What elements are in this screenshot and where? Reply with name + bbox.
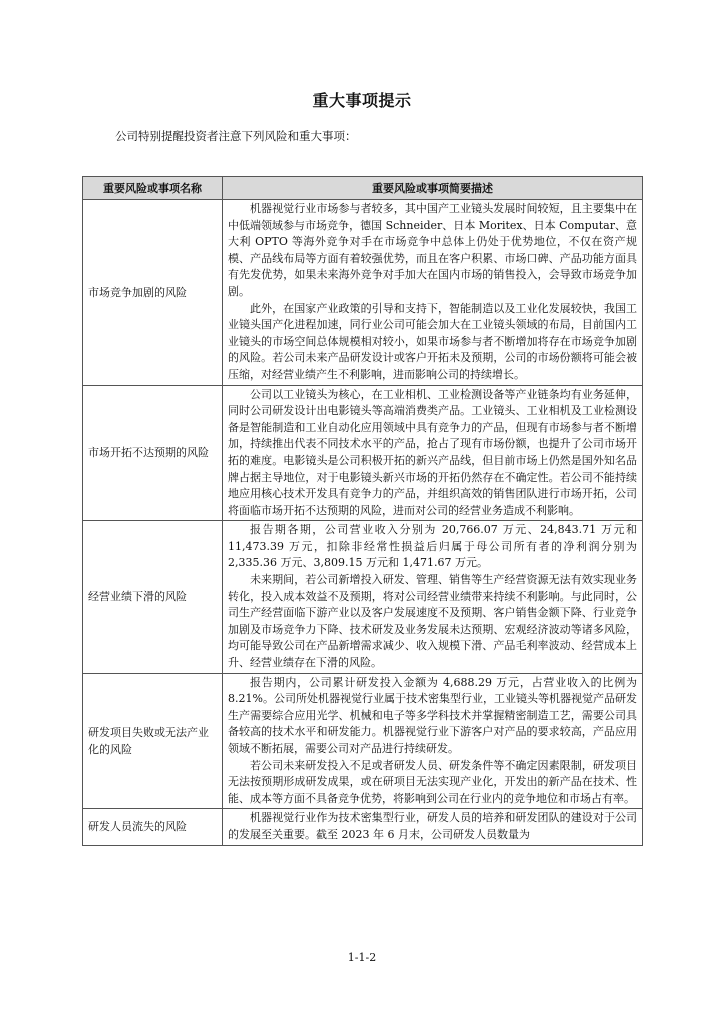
description-paragraph: 此外，在国家产业政策的引导和支持下，智能制造以及工业化发展较快，我国工业镜头国产化进程加速，同行业公司可能会加大在工业镜头领域的布局，目前国内工业镜头的市场空间总体规模相对较小，如果市场参与者不断增加将存在市场竞争加剧的风险。若公司未来产品研发设计或客户开拓未及预期，公司的市场份额将可能会被压缩，对经营业绩产生不利影响，进而影响公司的持续增长。: [228, 301, 637, 381]
risk-name: 市场开拓不达预期的风险: [83, 385, 223, 521]
risk-description: [223, 521, 643, 673]
page-number: 1-1-2: [347, 951, 377, 964]
description-paragraph: 报告期各期，公司营业收入分别为 20,766.07 万元、24,843.71 万元和 11,473.39 万元，扣除非经常性损益后归属于母公司所有者的净利润分别为 2,335.36 万元、3,809.15 万元和 1,471.67 万元。: [228, 523, 637, 570]
description-paragraph: 报告期内，公司累计研发投入金额为 4,688.29 万元，占营业收入的比例为 8.21%。公司所处机器视觉行业属于技术密集型行业，工业镜头等机器视觉产品研发生产需要综合应用光学、机械和电子等多学科技术并掌握精密制造工艺，需要公司具备较高的技术水平和研发能力。机器视觉行业下游客户对产品的要求较高，产品应用领域不断拓展，需要公司对产品进行持续研发。: [228, 675, 637, 755]
risk-description: [223, 673, 643, 809]
risk-description: [223, 200, 643, 386]
table-row: [83, 809, 643, 845]
description-paragraph: 若公司未来研发投入不足或者研发人员、研发条件等不确定因素限制，研发项目无法按预期形成研发成果，或在研项目无法实现产业化，开发出的新产品在技术、性能、成本等方面不具备竞争优势，将影响到公司在行业内的竞争地位和市场占有率。: [228, 758, 637, 805]
risk-name: 市场竞争加剧的风险: [83, 200, 223, 386]
column-header-name: 重要风险或事项名称: [83, 177, 223, 200]
column-header-description: 重要风险或事项简要描述: [223, 177, 643, 200]
table-row: [83, 521, 643, 673]
risk-name: 研发项目失败或无法产业化的风险: [83, 673, 223, 809]
risk-table: [82, 176, 643, 846]
table-header-row: [83, 177, 643, 200]
table-row: [83, 673, 643, 809]
intro-text: 公司特别提醒投资者注意下列风险和重大事项：: [115, 129, 357, 143]
description-paragraph: 未来期间，若公司新增投入研发、管理、销售等生产经营资源无法有效实现业务转化，投入成本效益不及预期，将对公司经营业绩带来持续不利影响。与此同时，公司生产经营面临下游产业以及客户发展速度不及预期、客户销售金额下降、行业竞争加剧及市场竞争力下降、技术研发及业务发展未达预期、宏观经济波动等诸多风险，均可能导致公司在产品新增需求减少、收入规模下滑、产品毛利率波动、经营成本上升、经营业绩存在下滑的风险。: [228, 573, 637, 670]
table-row: [83, 200, 643, 386]
risk-description: [223, 809, 643, 845]
description-paragraph: 机器视觉行业作为技术密集型行业，研发人员的培养和研发团队的建设对于公司的发展至关重要。截至 2023 年 6 月末，公司研发人员数量为: [228, 811, 637, 841]
description-paragraph: 公司以工业镜头为核心，在工业相机、工业检测设备等产业链条均有业务延伸，同时公司研发设计出电影镜头等高端消费类产品。工业镜头、工业相机及工业检测设备是智能制造和工业自动化应用领域中具有竞争力的产品，但现有市场参与者不断增加，持续推出代表不同技术水平的产品，抢占了现有市场份额，也提升了公司市场开拓的难度。电影镜头是公司积极开拓的新兴产品线，但目前市场上仍然是国外知名品牌占据主导地位，对于电影镜头新兴市场的开拓仍然存在不确定性。若公司不能持续地应用核心技术开发具有竞争力的产品，并组织高效的销售团队进行市场开拓，公司将面临市场开拓不达预期的风险，进而对公司的经营业务造成不利影响。: [228, 387, 637, 517]
page-title: 重大事项提示: [312, 91, 412, 110]
risk-name: 研发人员流失的风险: [83, 809, 223, 845]
risk-name: 经营业绩下滑的风险: [83, 521, 223, 673]
description-paragraph: 机器视觉行业市场参与者较多，其中国产工业镜头发展时间较短，且主要集中在中低端领域参与市场竞争，德国 Schneider、日本 Moritex、日本 Computar、意大利 OPTO 等海外竞争对手在市场竞争中总体上仍处于优势地位，不仅在资产规模、产品线布局等方面有着较强优势，而且在客户积累、市场口碑、产品功能方面具有先发优势，如果未来海外竞争对手加大在国内市场的销售投入，会导致市场竞争加剧。: [228, 202, 637, 298]
table-row: [83, 385, 643, 521]
risk-description: [223, 385, 643, 521]
